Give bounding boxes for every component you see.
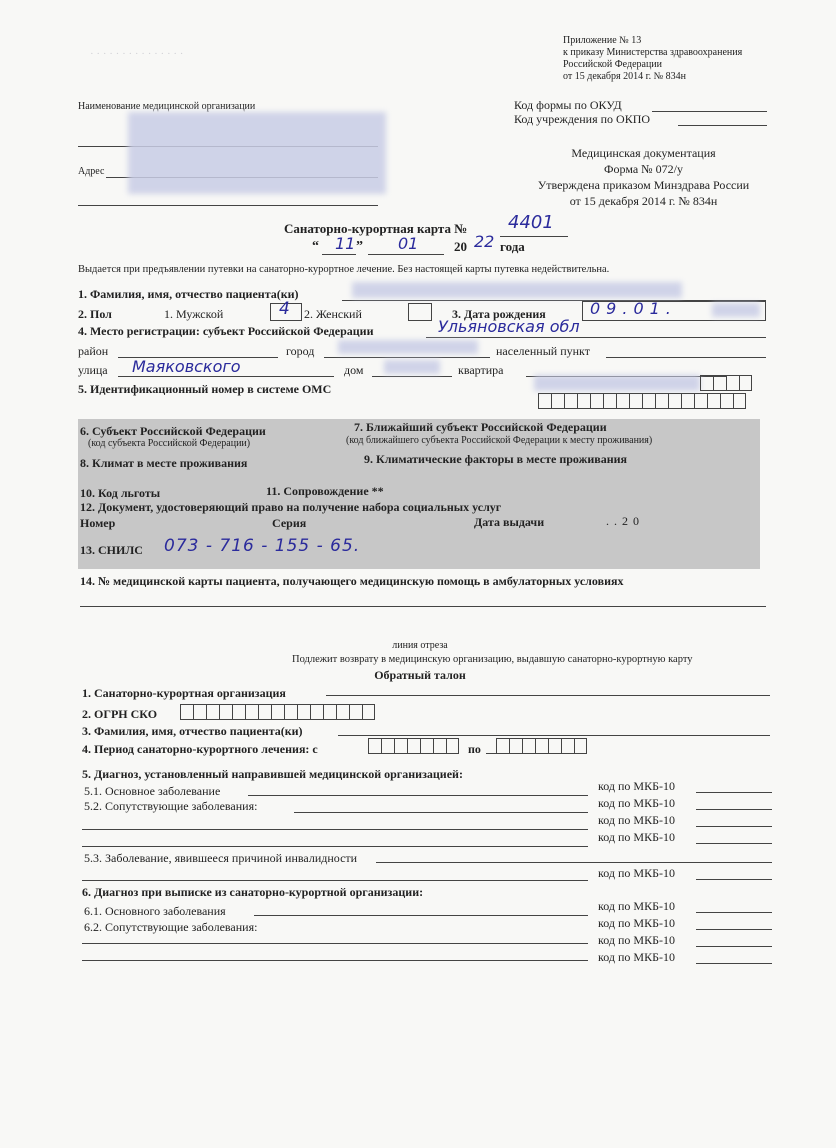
stub-discharge-comorbid-line[interactable]: [82, 943, 588, 944]
card-number-line: [500, 236, 568, 237]
stub-period-from-cells[interactable]: [368, 738, 459, 754]
escort-label: 11. Сопровождение **: [266, 484, 384, 498]
stub-discharge-main-line[interactable]: [254, 915, 588, 916]
birth-date-value: 09.01.: [590, 299, 677, 318]
stub-mkb-label: код по МКБ-10: [598, 830, 675, 844]
return-note: Подлежит возврату в медицинскую организацию, выдавшую санаторно-курортную карту: [292, 654, 693, 665]
year-word: года: [500, 239, 525, 254]
stub-comorbid-line-2[interactable]: [82, 829, 588, 830]
street-value: Маяковского: [132, 357, 241, 376]
snils-value[interactable]: 073 - 716 - 155 - 65.: [164, 536, 361, 556]
appendix-line: Российской Федерации: [563, 59, 663, 70]
stub-mkb-line[interactable]: [696, 946, 772, 947]
stub-mkb-line[interactable]: [696, 879, 772, 880]
appendix-line: Приложение № 13: [563, 35, 642, 46]
stub-mkb-line[interactable]: [696, 929, 772, 930]
house-line[interactable]: [372, 376, 452, 377]
org-address-line-2[interactable]: [78, 205, 378, 206]
bleed-through-text: · · · · · · · · · · · · · · ·: [90, 48, 184, 60]
stub-disability-line[interactable]: [376, 862, 772, 863]
climate-label: 8. Климат в месте проживания: [80, 456, 248, 470]
form-info-line: от 15 декабря 2014 г. № 834н: [569, 194, 718, 208]
redacted-org-stamp: [128, 112, 386, 194]
stub-discharge-comorbid-line-2[interactable]: [82, 960, 588, 961]
stub-disability-label: 5.3. Заболевание, явившееся причиной инвалидности: [84, 851, 358, 865]
city-line[interactable]: [324, 357, 490, 358]
nearest-subject-label: 7. Ближайший субъект Российской Федерации: [354, 420, 607, 434]
district-label: район: [78, 344, 109, 358]
okpo-label: Код учреждения по ОКПО: [514, 112, 651, 126]
stub-ogrn-cells[interactable]: [180, 704, 375, 720]
redacted-oms: [534, 375, 700, 391]
year-prefix: 20: [454, 239, 467, 254]
redacted-patient-name: [352, 282, 682, 298]
date-close-quote: ”: [356, 239, 363, 254]
social-doc-label: 12. Документ, удостоверяющий право на получение набора социальных услуг: [80, 500, 502, 514]
oms-label: 5. Идентификационный номер в системе ОМС: [78, 382, 332, 396]
stub-mkb-line[interactable]: [696, 912, 772, 913]
stub-discharge-diagnosis-label: 6. Диагноз при выписке из санаторно-курортной организации:: [82, 885, 424, 899]
stub-period-to-label: по: [468, 742, 481, 756]
org-name-label: Наименование медицинской организации: [78, 101, 256, 112]
doc-issue-date-label: Дата выдачи: [474, 515, 545, 529]
redacted-house: [384, 360, 440, 374]
outpatient-card-line[interactable]: [80, 606, 766, 607]
stub-ogrn-label: 2. ОГРН СКО: [82, 707, 158, 721]
card-title: Санаторно-курортная карта №: [284, 221, 468, 236]
stub-discharge-comorbid-label: 6.2. Сопутствующие заболевания:: [84, 920, 258, 934]
subject-label: 6. Субъект Российской Федерации: [80, 424, 266, 438]
stub-sanatorium-line[interactable]: [326, 695, 770, 696]
stub-comorbid-line-3[interactable]: [82, 846, 588, 847]
apartment-label: квартира: [458, 363, 504, 377]
stub-mkb-label: код по МКБ-10: [598, 796, 675, 810]
stub-mkb-line[interactable]: [696, 792, 772, 793]
stub-diagnosis-label: 5. Диагноз, установленный направившей медицинской организацией:: [82, 767, 463, 781]
redacted-city: [338, 340, 478, 354]
redacted-birth-year: [712, 303, 760, 317]
okud-label: Код формы по ОКУД: [514, 98, 622, 112]
stub-comorbid-label: 5.2. Сопутствующие заболевания:: [84, 799, 258, 813]
stub-mkb-label: код по МКБ-10: [598, 813, 675, 827]
stub-mkb-label: код по МКБ-10: [598, 899, 675, 913]
city-label: город: [286, 344, 315, 358]
stub-period-to-cells[interactable]: [496, 738, 587, 754]
date-month-line: [368, 254, 444, 255]
stub-main-disease-label: 5.1. Основное заболевание: [84, 784, 221, 798]
house-label: дом: [344, 363, 364, 377]
stub-mkb-label: код по МКБ-10: [598, 916, 675, 930]
date-day-line: [322, 254, 356, 255]
stub-mkb-line[interactable]: [696, 843, 772, 844]
form-info-line: Медицинская документация: [571, 146, 716, 160]
form-info-line: Утверждена приказом Минздрава России: [537, 178, 750, 192]
date-day[interactable]: 11: [335, 234, 356, 253]
stub-mkb-line[interactable]: [696, 809, 772, 810]
snils-label: 13. СНИЛС: [80, 543, 143, 557]
street-line[interactable]: [118, 376, 334, 377]
oms-cells-row-1[interactable]: [700, 375, 752, 391]
climate-factors-label: 9. Климатические факторы в месте проживания: [364, 452, 628, 466]
stub-mkb-label: код по МКБ-10: [598, 779, 675, 793]
stub-mkb-label: код по МКБ-10: [598, 866, 675, 880]
date-month[interactable]: 01: [398, 234, 419, 253]
doc-number-label: Номер: [80, 516, 116, 530]
oms-cells-row-2[interactable]: [538, 393, 746, 409]
sex-label: 2. Пол: [78, 307, 112, 321]
settlement-line[interactable]: [606, 357, 766, 358]
stub-period-to-dash: [486, 753, 496, 754]
stub-title: Обратный талон: [374, 668, 466, 682]
doc-series-label: Серия: [272, 516, 307, 530]
nearest-subject-sub: (код ближайшего субъекта Российской Федерации к месту проживания): [346, 435, 653, 446]
stub-comorbid-line[interactable]: [294, 812, 588, 813]
stub-mkb-line[interactable]: [696, 826, 772, 827]
year-suffix[interactable]: 22: [474, 232, 495, 251]
benefit-code-label: 10. Код льготы: [80, 486, 161, 500]
stub-discharge-main-label: 6.1. Основного заболевания: [84, 904, 226, 918]
form-number: Форма № 072/у: [604, 162, 683, 176]
issued-note: Выдается при предъявлении путевки на санаторно-курортное лечение. Без настоящей карты путевка недействительна.: [78, 264, 610, 275]
org-address-label: Адрес: [78, 166, 105, 177]
stub-mkb-label: код по МКБ-10: [598, 933, 675, 947]
sex-female-label: 2. Женский: [304, 307, 362, 321]
outpatient-card-label: 14. № медицинской карты пациента, получающего медицинскую помощь в амбулаторных условиях: [80, 574, 624, 588]
stub-mkb-line[interactable]: [696, 963, 772, 964]
street-label: улица: [78, 363, 108, 377]
card-number[interactable]: 4401: [508, 212, 554, 233]
stub-disability-line-2[interactable]: [82, 880, 588, 881]
okpo-value-line[interactable]: [678, 125, 767, 126]
appendix-line: к приказу Министерства здравоохранения: [563, 47, 743, 58]
sex-male-label: 1. Мужской: [164, 307, 224, 321]
stub-patient-name-label: 3. Фамилия, имя, отчество пациента(ки): [82, 724, 303, 738]
okud-value-line[interactable]: [652, 111, 767, 112]
stub-sanatorium-label: 1. Санаторно-курортная организация: [82, 686, 286, 700]
stub-period-label: 4. Период санаторно-курортного лечения: с: [82, 742, 318, 756]
appendix-line: от 15 декабря 2014 г. № 834н: [563, 71, 686, 82]
patient-name-label: 1. Фамилия, имя, отчество пациента(ки): [78, 287, 299, 301]
cut-line-label: линия отреза: [392, 640, 448, 651]
registration-region-value: Ульяновская обл: [438, 317, 580, 336]
birth-date-label: 3. Дата рождения: [452, 307, 546, 321]
sex-female-box[interactable]: [408, 303, 432, 321]
sex-male-mark: 4: [279, 299, 290, 319]
stub-main-disease-line[interactable]: [248, 795, 588, 796]
settlement-label: населенный пункт: [496, 344, 590, 358]
stub-mkb-label: код по МКБ-10: [598, 950, 675, 964]
registration-region-line[interactable]: [426, 337, 766, 338]
doc-issue-date-value: . . 2 0: [606, 514, 640, 528]
subject-sub: (код субъекта Российской Федерации): [88, 438, 251, 449]
registration-label: 4. Место регистрации: субъект Российской Федерации: [78, 324, 374, 338]
stub-patient-name-line[interactable]: [338, 735, 770, 736]
date-open-quote: “: [312, 239, 319, 254]
